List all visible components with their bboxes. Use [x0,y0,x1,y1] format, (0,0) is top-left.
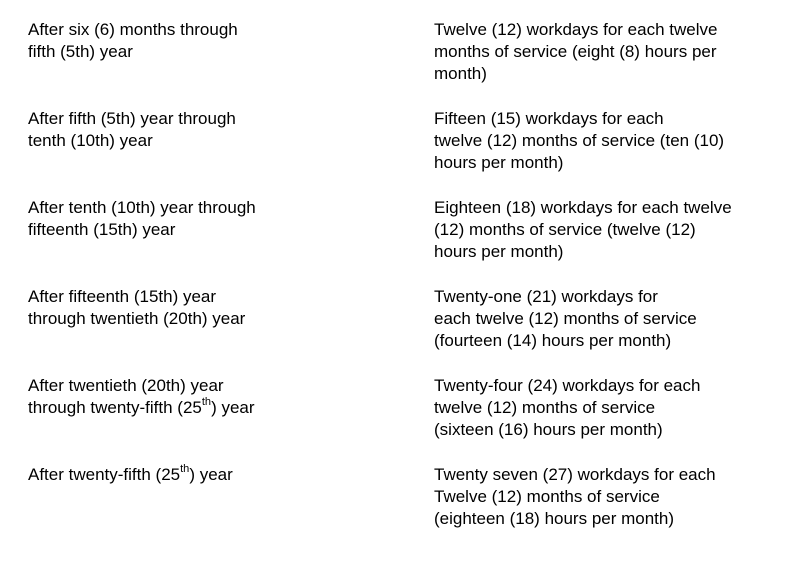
accrual-rate-line: Twenty-one (21) workdays for [434,287,658,306]
service-period [28,108,236,152]
service-period-line: After fifth (5th) year through [28,109,236,128]
service-period-line [28,397,255,419]
accrual-rate-line: hours per month) [434,153,564,172]
service-period-text: through twenty-fifth (25 [28,398,202,417]
service-period [28,19,238,63]
service-period [28,375,255,419]
accrual-rate-line: (eighteen (18) hours per month) [434,509,675,528]
service-period-line: After tenth (10th) year through [28,198,256,217]
accrual-rate-line: twelve (12) months of service [434,398,656,417]
service-period-line: fifth (5th) year [28,42,133,61]
accrual-rate [434,19,717,85]
service-period [28,464,233,486]
accrual-rate [434,108,724,174]
accrual-rate-line: month) [434,64,487,83]
accrual-rate [434,286,697,352]
service-period-line: tenth (10th) year [28,131,153,150]
accrual-rate-line: Fifteen (15) workdays for each [434,109,664,128]
accrual-rate-line: months of service (eight (8) hours per [434,42,717,61]
accrual-rate-line: (sixteen (16) hours per month) [434,420,663,439]
accrual-rate-line: Twenty-four (24) workdays for each [434,376,701,395]
accrual-rate-line: Twelve (12) workdays for each twelve [434,20,718,39]
accrual-rate-line: (12) months of service (twelve (12) [434,220,696,239]
service-period-line: After six (6) months through [28,20,238,39]
accrual-rate [434,197,732,263]
service-period [28,197,256,241]
service-period-line [28,464,233,486]
service-period-line: through twentieth (20th) year [28,309,246,328]
service-period-line: After twentieth (20th) year [28,376,224,395]
service-period [28,286,245,330]
service-period-text: After twenty-fifth (25 [28,465,181,484]
accrual-rate [434,464,716,530]
accrual-rate [434,375,700,441]
accrual-rate-line: twelve (12) months of service (ten (10) [434,131,725,150]
accrual-rate-line: hours per month) [434,242,564,261]
accrual-rate-line: Twenty seven (27) workdays for each [434,465,716,484]
ordinal-suffix: th [180,463,190,476]
service-period-line: After fifteenth (15th) year [28,287,217,306]
accrual-rate-line: (fourteen (14) hours per month) [434,331,672,350]
ordinal-suffix: th [201,396,212,409]
service-period-text: ) year [189,465,233,484]
accrual-rate-line: each twelve (12) months of service [434,309,697,328]
accrual-rate-line: Twelve (12) months of service [434,487,660,506]
accrual-rate-line: Eighteen (18) workdays for each twelve [434,198,732,217]
service-period-line: fifteenth (15th) year [28,220,176,239]
service-period-text: ) year [211,398,255,417]
